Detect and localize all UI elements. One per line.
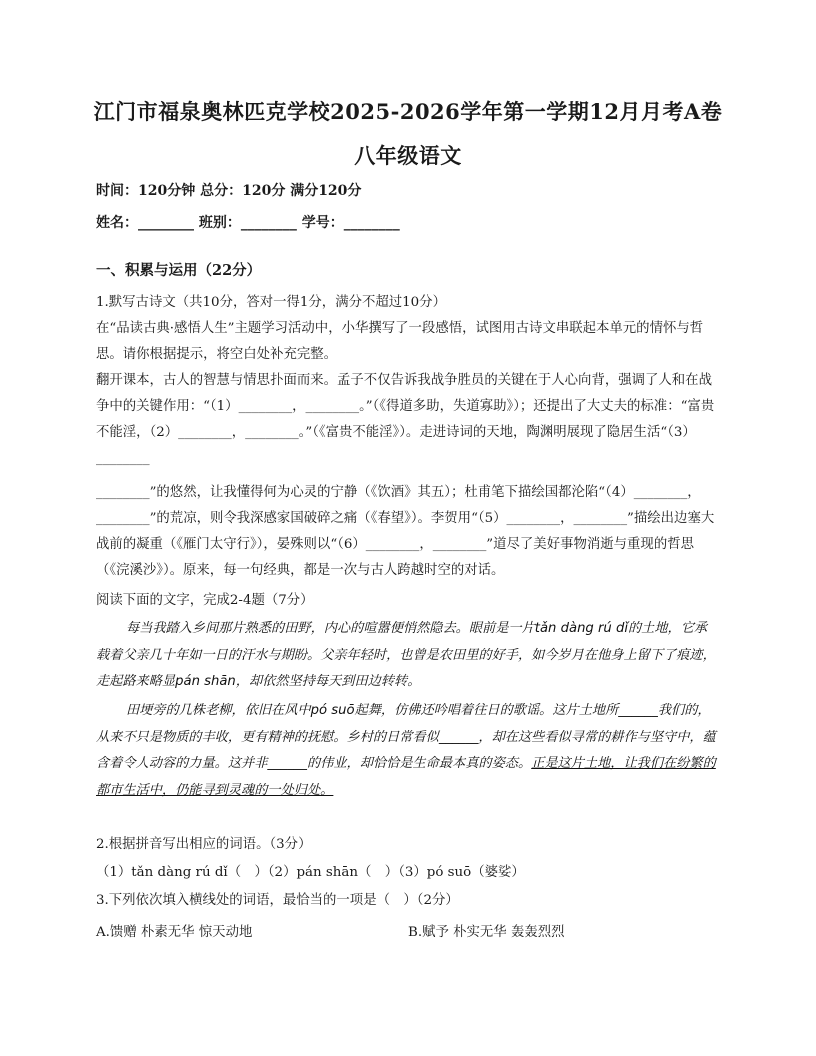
exam-time-score: 时间：120分钟 总分：120分 满分120分 [96, 183, 362, 199]
reading-paragraph-1: 每当我踏入乡间那片熟悉的田野，内心的喧嚣便悄然隐去。眼前是一片tǎn dàng rú dǐ的土地，它承载着父亲几十年如一日的汗水与期盼。父亲年轻时，也曾是农田里的好手，如今岁月在他身上留下了痕迹，走起路来略显pán shān，却依然坚持每天到田边转转。 [96, 621, 716, 689]
question-2-items: （1）tǎn dàng rú dǐ（ ）（2）pán shān（ ）（3）pó suō（婆娑） [96, 865, 525, 880]
underlined-sentence: 正是这片土地，让我们在纷繁的都市生活中，仍能寻到灵魂的一处归处。 [96, 756, 716, 798]
reading-heading: 阅读下面的文字，完成2-4题（7分） [96, 593, 314, 608]
question-1-heading: 1.默写古诗文（共10分，答对一得1分，满分不超过10分） [96, 295, 446, 310]
question-3-option-b: B.赋予 朴实无华 轰轰烈烈 [408, 925, 565, 940]
exam-subtitle: 八年级语文 [354, 143, 462, 168]
section-heading: 一、积累与运用（22分） [96, 262, 262, 279]
question-3-heading: 3.下列依次填入横线处的词语，最恰当的一项是（ ）（2分） [96, 893, 459, 908]
reading-paragraph-2-text: 田埂旁的几株老柳，依旧在风中pó suō起舞，仿佛还吟唱着往日的歌谣。这片土地所______我们的，从来不只是物质的丰收，更有精神的抚慰。乡村的日常看似______，却在这些看似寻常的耕作与坚守中，蕴含着令人动容的力量。这并非______的伟业，却恰恰是生命最本真的姿态。 [96, 703, 716, 771]
student-info-line: 姓名：________ 班别：________ 学号：________ [96, 215, 400, 231]
question-1-body-part2: ________”的悠然，让我懂得何为心灵的宁静（《饮酒》其五）；杜甫笔下描绘国都沦陷“（4）________，________”的荒凉，则令我深感家国破碎之痛（《春望》）。李贺用“（5）________，________”描绘出边塞大战前的凝重（《雁门太守行》），晏殊则以“（6）________，________”道尽了美好事物消逝与重现的哲思（《浣溪沙》）。原来，每一句经典，都是一次与古人跨越时空的对话。 [96, 485, 715, 578]
question-3-option-a: A.馈赠 朴素无华 惊天动地 [96, 925, 253, 940]
question-1-intro: 在“品读古典·感悟人生”主题学习活动中，小华撰写了一段感悟，试图用古诗文串联起本单元的情怀与哲思。请你根据提示，将空白处补充完整。 [96, 321, 704, 362]
question-1-body-part1: 翻开课本，古人的智慧与情思扑面而来。孟子不仅告诉我战争胜员的关键在于人心向背，强调了人和在战争中的关键作用：“（1）________，________。”（《得道多助，失道寡助》）；还提出了大丈夫的标准：“富贵不能淫，（2）________，________。”（《富贵不能淫》）。走进诗词的天地，陶渊明展现了隐居生活“（3）________ [96, 373, 715, 466]
question-2-heading: 2.根据拼音写出相应的词语。（3分） [96, 837, 312, 852]
reading-paragraph-2 [96, 698, 720, 804]
exam-title: 江门市福泉奥林匹克学校2025-2026学年第一学期12月月考A卷 [93, 99, 723, 124]
